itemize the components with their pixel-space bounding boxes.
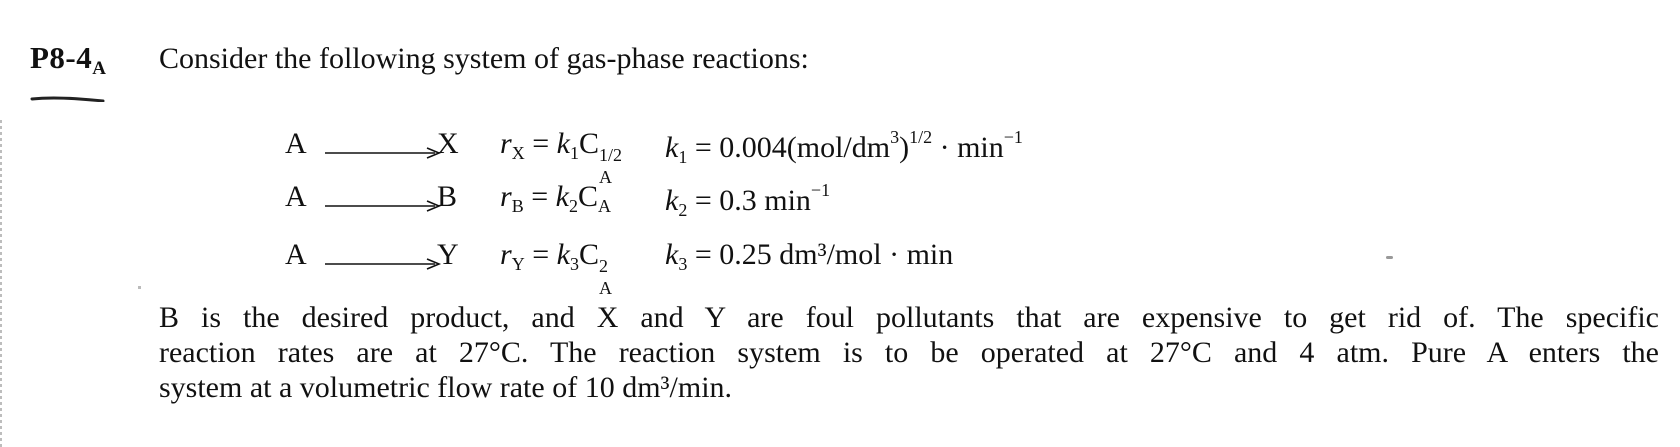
rate-symbol: r [500,127,512,160]
k-subscript: 2 [568,196,578,216]
scan-speck [1386,256,1393,259]
product: B [437,180,458,213]
problem-body [159,300,1659,405]
concentration-symbol: C [577,180,598,213]
handwritten-underline [30,96,105,102]
body-line: B is the desired product, and X and Y are foul pollutants that are expensive to get rid of. The specific [159,301,1659,334]
const-unit: · min [932,131,1004,164]
const-subscript: 1 [678,147,688,167]
const-value: = 0.3 min [687,184,811,217]
const-symbol: k [665,238,679,271]
problem-number-text: P8-4 [30,40,93,75]
equals-sign: = [524,127,557,160]
const-superscript: −1 [1003,127,1023,147]
const-superscript: 3 [890,127,900,147]
k-symbol: k [555,180,569,213]
const-superscript: −1 [810,180,831,200]
k-symbol: k [556,127,570,160]
concentration-subscript: A [597,196,611,216]
product: X [437,127,459,160]
body-line: reaction rates are at 27°C. The reaction system is to be operated at 27°C and 4 atm. Pure A enters the [159,336,1659,369]
k-symbol: k [556,238,570,271]
const-symbol: k [665,184,679,217]
concentration-symbol: C [578,127,599,160]
const-value: = 0.25 dm³/mol · min [687,238,954,271]
rate-subscript: B [511,196,524,216]
reaction-arrow [323,200,443,212]
k-subscript: 3 [569,254,579,274]
rate-law [500,127,629,187]
rate-symbol: r [500,180,512,213]
const-superscript: 1/2 [909,127,933,147]
rate-constant [665,180,830,221]
const-value: = 0.004(mol/dm [687,131,891,164]
equals-sign: = [523,180,556,213]
reaction-arrow [323,147,443,159]
problem-number [30,40,107,80]
equals-sign: = [524,238,557,271]
reaction-arrow [323,258,443,270]
rate-symbol: r [500,238,512,271]
concentration-subscript: A [598,278,612,298]
rate-constant [665,238,953,275]
const-subscript: 3 [678,254,688,274]
rate-subscript: X [511,143,525,163]
rate-constant [665,127,1023,168]
rate-subscript: Y [511,254,525,274]
concentration-symbol: C [578,238,599,271]
rate-law [500,238,629,298]
concentration-exponent: 2 [598,256,608,276]
product: Y [437,238,459,271]
body-line: system at a volumetric flow rate of 10 dm³/min. [159,371,733,404]
problem-number-subscript: A [92,58,107,79]
const-symbol: k [665,131,679,164]
problem-intro: Consider the following system of gas-phase reactions: [159,42,809,75]
const-paren: ) [899,131,910,164]
reactant: A [285,180,307,213]
scan-speck [138,286,141,289]
rate-law [500,180,611,217]
concentration-exponent: 1/2 [598,145,622,165]
concentration-subscript: A [598,167,612,187]
const-subscript: 2 [678,200,688,220]
reactant: A [285,127,307,160]
page-edge [0,120,2,447]
reactant: A [285,238,307,271]
k-subscript: 1 [569,143,579,163]
